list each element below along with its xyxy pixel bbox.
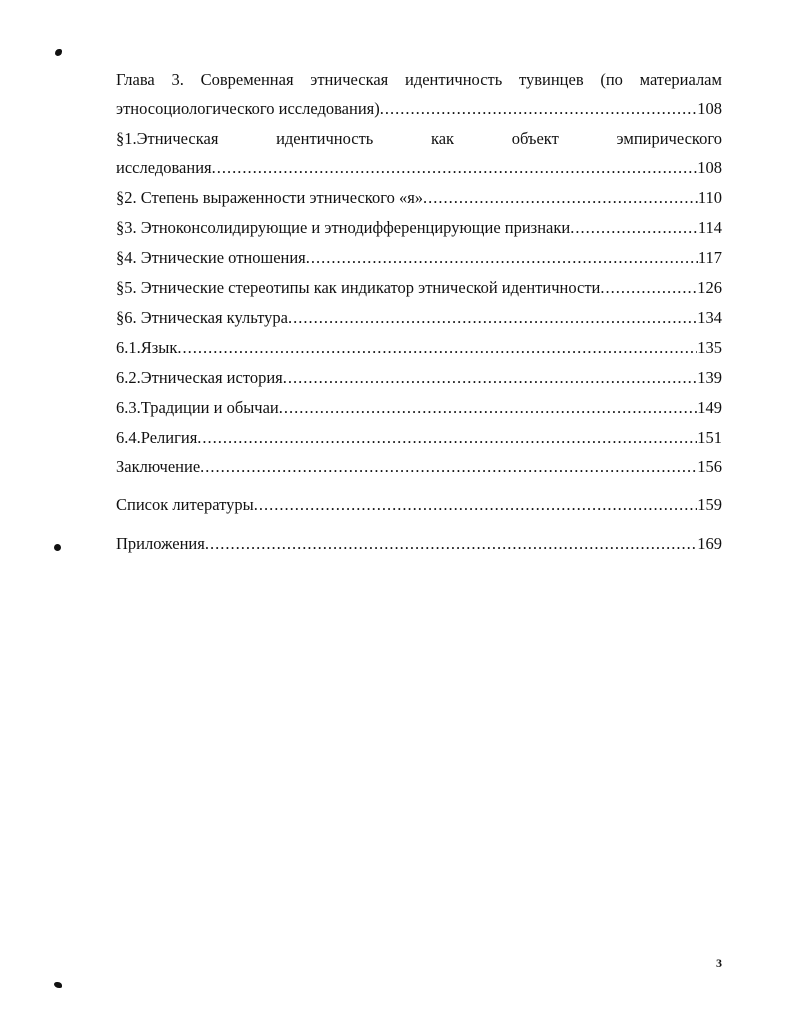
leader-dots xyxy=(423,188,698,208)
leader-dots xyxy=(288,308,697,328)
toc-entry xyxy=(116,428,722,448)
toc-word: Современная xyxy=(200,70,294,89)
toc-entry-page: 139 xyxy=(697,368,722,387)
toc-entry xyxy=(116,188,722,208)
leader-dots xyxy=(254,495,698,515)
toc-word: как xyxy=(430,129,455,148)
toc-entry-page: 117 xyxy=(697,248,722,267)
toc-entry xyxy=(116,368,722,388)
toc-entry xyxy=(116,248,722,268)
toc-entry-text: Приложения xyxy=(116,534,205,553)
chapter-3-title-line-2 xyxy=(116,99,722,119)
toc-entry-text: этносоциологического исследования) xyxy=(116,99,380,118)
chapter-3-title-line-1 xyxy=(116,70,722,90)
leader-dots xyxy=(283,368,698,388)
toc-entry xyxy=(116,278,722,298)
toc-entry-page: 126 xyxy=(697,278,722,297)
leader-dots xyxy=(306,248,698,268)
toc-entry xyxy=(116,338,722,358)
leader-dots xyxy=(200,457,697,477)
toc-word: идентичность xyxy=(276,129,374,148)
leader-dots xyxy=(205,534,697,554)
toc-word: Глава xyxy=(116,70,155,89)
leader-dots xyxy=(279,398,697,418)
leader-dots xyxy=(212,158,698,178)
toc-entry-text: §5. Этнические стереотипы как индикатор этнической идентичности xyxy=(116,278,601,297)
toc-word: этническая xyxy=(310,70,389,89)
toc-entry-page: 135 xyxy=(697,338,722,357)
leader-dots xyxy=(380,99,697,119)
leader-dots xyxy=(177,338,697,358)
toc-entry-text: 6.3.Традиции и обычаи xyxy=(116,398,279,417)
toc-entry xyxy=(116,534,722,554)
toc-entry-text: 6.2.Этническая история xyxy=(116,368,283,387)
toc-entry xyxy=(116,398,722,418)
toc-entry xyxy=(116,457,722,477)
toc-entry-page: 151 xyxy=(697,428,722,447)
toc-word: идентичность xyxy=(404,70,503,89)
leader-dots xyxy=(600,278,697,298)
toc-entry-text: Список литературы xyxy=(116,495,254,514)
scan-mark xyxy=(54,544,61,551)
leader-dots xyxy=(570,218,698,238)
toc-entry-page: 159 xyxy=(697,495,722,514)
toc-word: тувинцев xyxy=(518,70,584,89)
toc-word: (по xyxy=(600,70,623,89)
toc-entry xyxy=(116,218,722,238)
toc-word: объект xyxy=(511,129,559,148)
toc-entry-text: 6.4.Религия xyxy=(116,428,198,447)
toc-entry-page: 169 xyxy=(697,534,722,553)
toc-entry-text: §4. Этнические отношения xyxy=(116,248,306,267)
toc-entry-page: 110 xyxy=(697,188,722,207)
page-number: 3 xyxy=(716,956,722,970)
toc-entry-page: 149 xyxy=(697,398,722,417)
scan-mark xyxy=(54,982,62,988)
toc-word: материалам xyxy=(639,70,722,89)
toc-word: эмпирического xyxy=(616,129,722,148)
leader-dots xyxy=(197,428,697,448)
section-1-title-line-2 xyxy=(116,158,722,178)
toc-entry-text: 6.1.Язык xyxy=(116,338,178,357)
toc-entry xyxy=(116,495,722,515)
toc-entry-text: §2. Степень выраженности этнического «я» xyxy=(116,188,424,207)
toc-entry-text: §6. Этническая культура xyxy=(116,308,288,327)
toc-entry-page: 134 xyxy=(697,308,722,327)
toc-word: 3. xyxy=(171,70,184,89)
toc-entry-text: Заключение xyxy=(116,457,201,476)
toc-entry-text: §3. Этноконсолидирующие и этнодифференцирующие признаки xyxy=(116,218,571,237)
toc-entry-page: 156 xyxy=(697,457,722,476)
toc-entry xyxy=(116,308,722,328)
toc-entry-page: 108 xyxy=(697,158,722,177)
toc-word: §1.Этническая xyxy=(116,129,219,148)
toc-entry-page: 114 xyxy=(697,218,722,237)
section-1-title-line-1 xyxy=(116,129,722,149)
toc-entry-page: 108 xyxy=(697,99,722,118)
toc-entry-text: исследования xyxy=(116,158,212,177)
